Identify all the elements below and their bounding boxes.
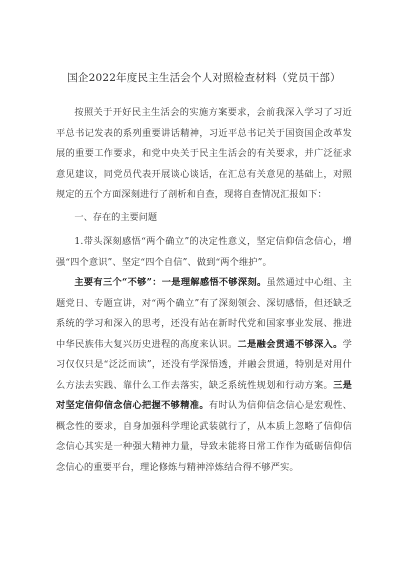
body-text-2: 学习仅仅只是“泛泛而读”，还没有学深悟透，并融会贯通，特别是对用什么方法去实践、靠什么工作去落实，缺乏系统性规划和行动方案。 bbox=[56, 338, 352, 391]
intro-paragraph: 按照关于开好民主生活会的实施方案要求，会前我深入学习了习近平总书记发表的系列重要讲话精神，习近平总书记关于国资国企改革发展的重要工作要求，和党中央关于民主生活会的有关要求，并广泛征求意见建议，同党员代表开展谈心谈话，在汇总有关意见的基础上，对照规定的五个方面深刻进行了剖析和自查，现将自查情况汇报如下： bbox=[56, 107, 352, 200]
bold-lead-text: 主要有三个“不够”：一是理解感悟不够深刻。 bbox=[74, 277, 267, 288]
bold-text-3: 三是对坚定信仰信念信心把握不够精准。 bbox=[56, 379, 352, 411]
section-heading: 一、存在的主要问题 bbox=[74, 211, 158, 223]
problems-paragraph bbox=[56, 273, 352, 478]
body-text-1: 虽然通过中心组、主题党日、专题宣讲，对“两个确立”有了深刻领会、深切感悟，但还缺乏系统的学习和深入的思考，还没有站在新时代党和国家事业发展、推进中华民族伟大复兴历史进程的高度来认识。 bbox=[56, 277, 352, 350]
item-1-paragraph: 1.带头深刻感悟“两个确立”的决定性意义，坚定信仰信念信心，增强“四个意识”、坚定“四个自信”、做到“两个维护”。 bbox=[56, 236, 352, 268]
bold-text-2: 二是融会贯通不够深入。 bbox=[237, 338, 343, 350]
body-text-3: 有时认为信仰信念信心是宏观性、概念性的要求，自身加强科学理论武装就行了，从本质上忽略了信仰信念信心其实是一种强大精神力量，导致未能将日常工作作为砥砺信仰信念信心的重要平台，理论修炼与精神淬炼结合得不够严实。 bbox=[56, 400, 353, 473]
document-title: 国企2022年度民主生活会个人对照检查材料（党员干部） bbox=[67, 72, 341, 84]
